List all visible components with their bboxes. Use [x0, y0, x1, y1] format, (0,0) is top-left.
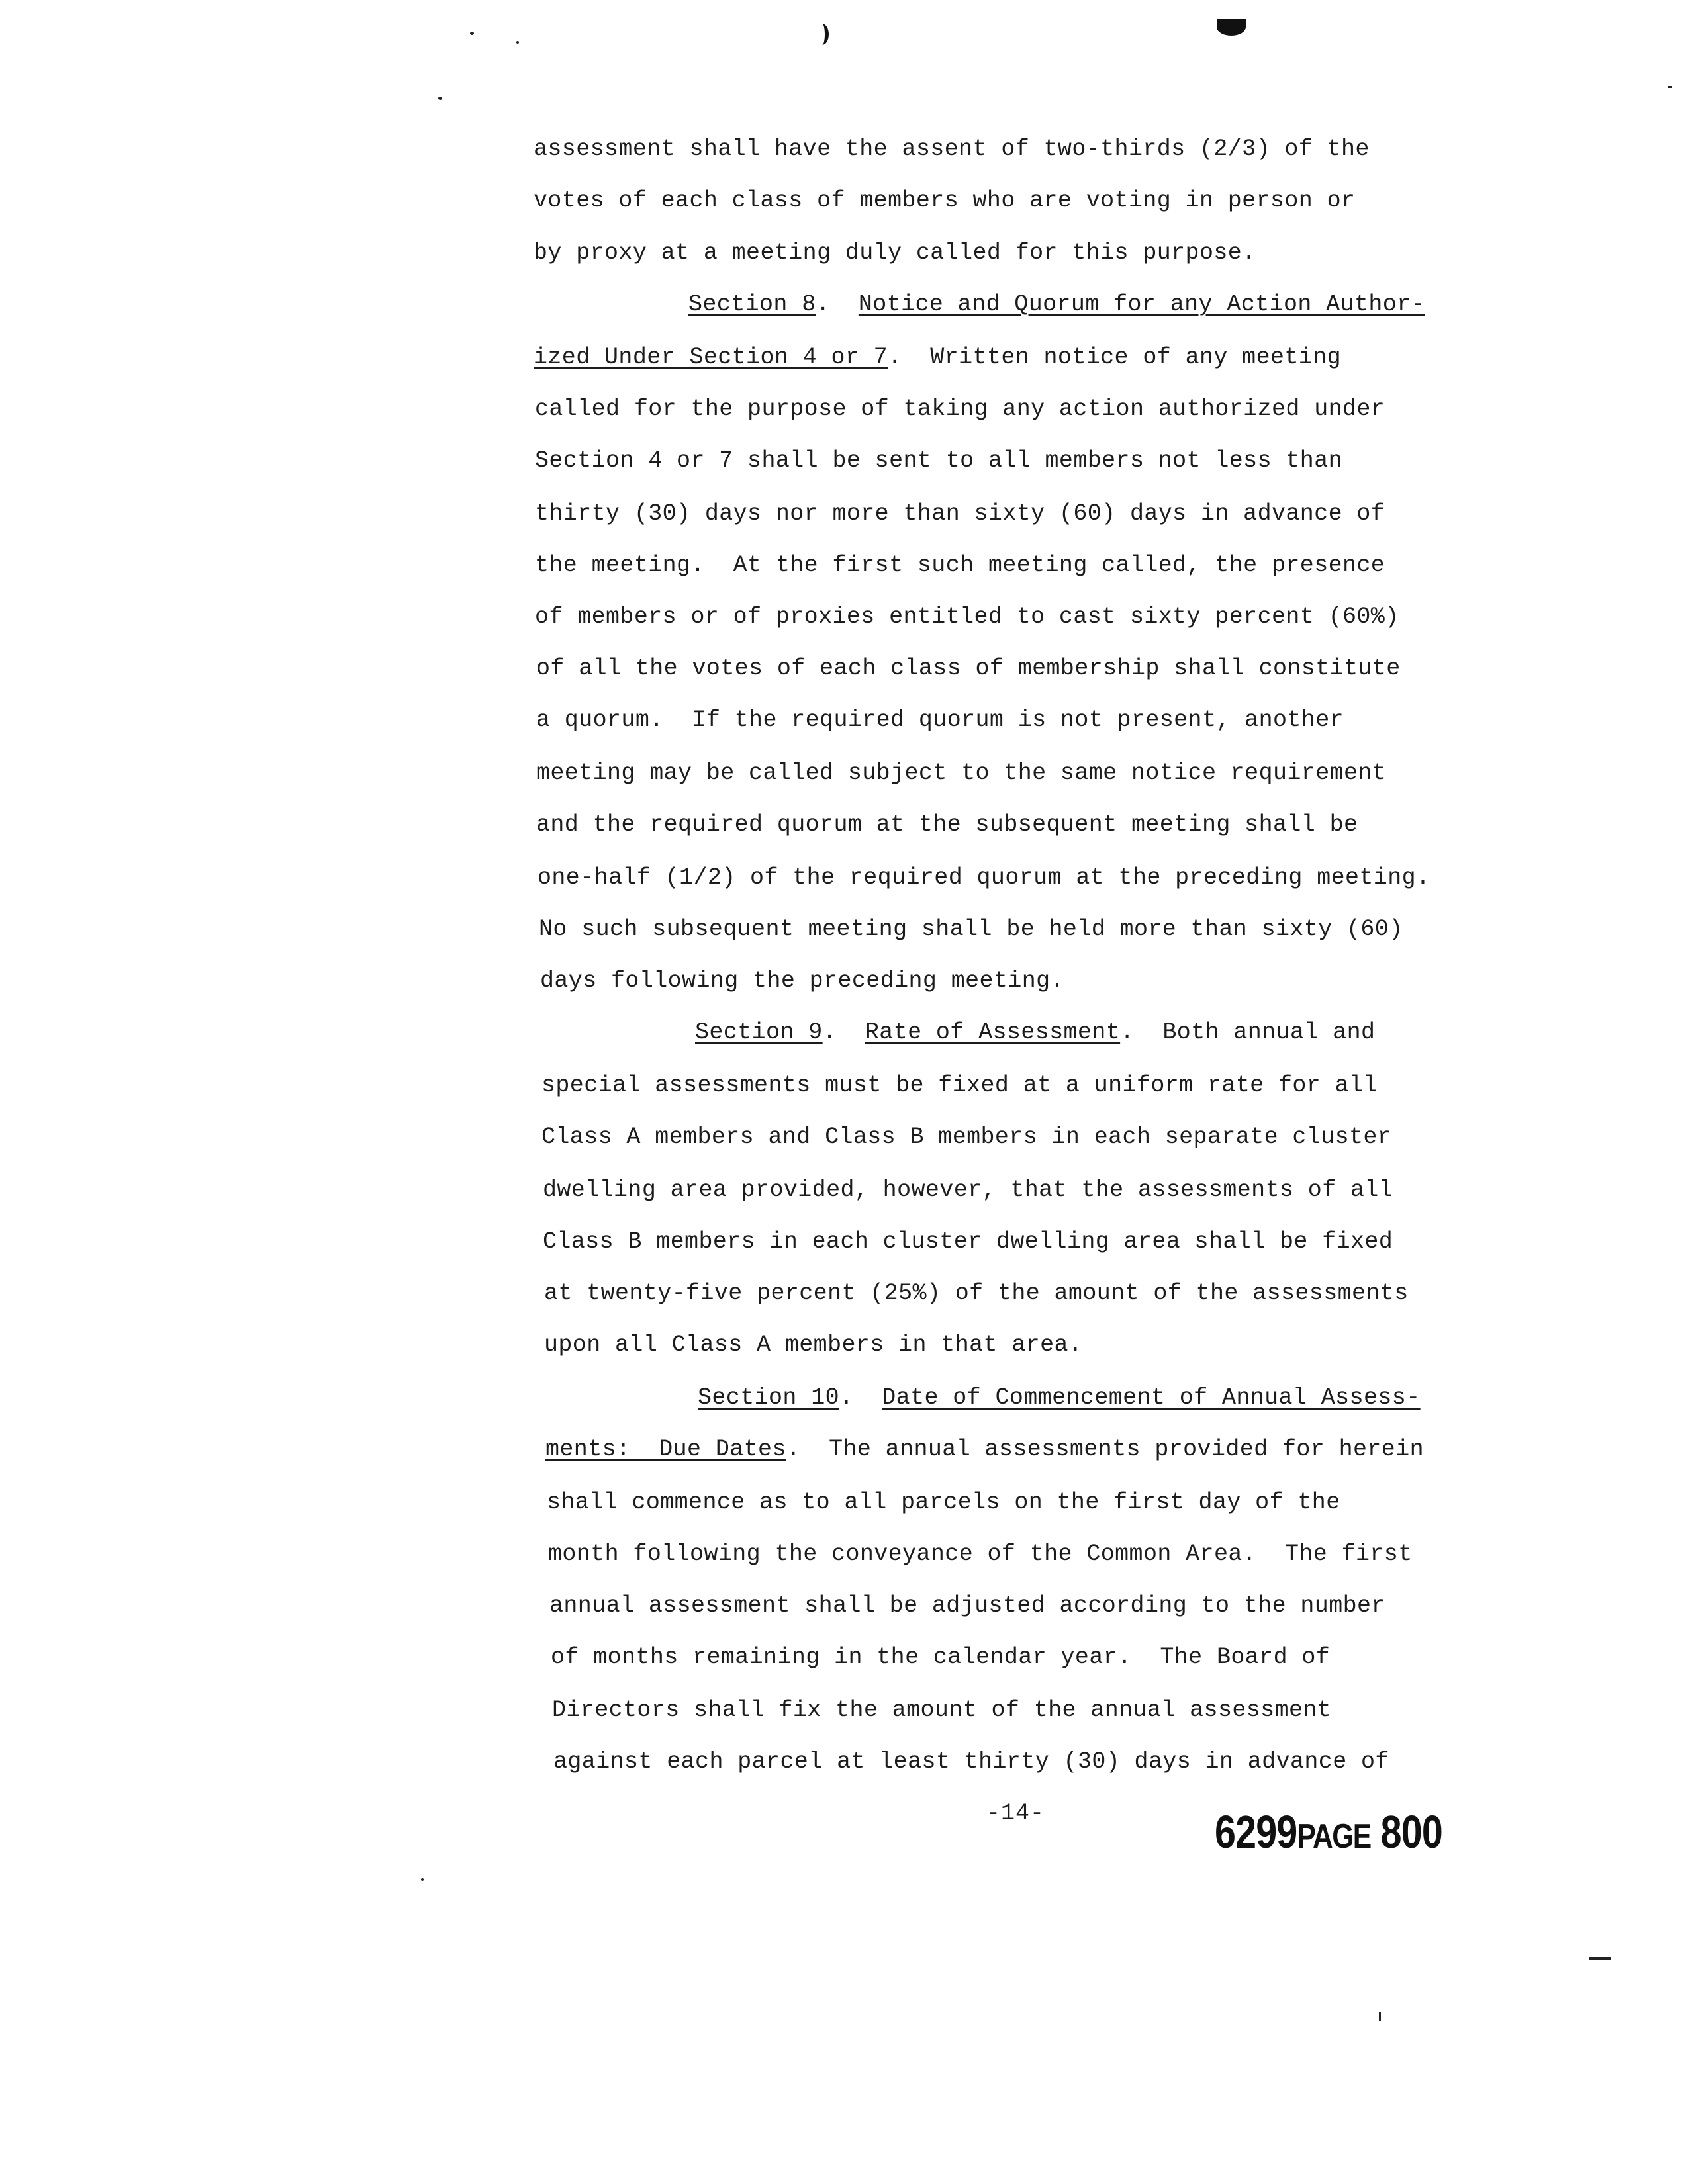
body-line: annual assessment shall be adjusted according to the number: [549, 1592, 1385, 1619]
section-heading: Notice and Quorum for any Action Author-: [858, 291, 1425, 318]
section-heading: ized Under Section 4 or 7: [534, 344, 888, 371]
body-line: Class A members and Class B members in each separate cluster: [541, 1124, 1392, 1150]
body-line: of months remaining in the calendar year. The Board of: [551, 1644, 1331, 1670]
scan-mark-top-left-2: [516, 41, 519, 44]
scan-mark-top-left: [470, 32, 474, 35]
body-text: . Both annual and: [1120, 1019, 1376, 1046]
body-text: . Written notice of any meeting: [888, 344, 1342, 371]
body-line: days following the preceding meeting.: [540, 968, 1064, 994]
body-line: [545, 1436, 1424, 1463]
body-line: [698, 1385, 1421, 1411]
section-heading: Section 8: [688, 291, 816, 318]
body-line: at twenty-five percent (25%) of the amount of the assessments: [544, 1280, 1409, 1306]
body-line: called for the purpose of taking any action authorized under: [535, 396, 1385, 422]
body-line: the meeting. At the first such meeting called, the presence: [535, 552, 1385, 578]
scan-mark-bottom: [1379, 2012, 1381, 2021]
body-line: [534, 344, 1341, 371]
body-line: Directors shall fix the amount of the annual assessment: [552, 1697, 1332, 1723]
section-heading: Date of Commencement of Annual Assess-: [882, 1385, 1421, 1411]
body-line: and the required quorum at the subsequent meeting shall be: [536, 811, 1358, 838]
body-line: Class B members in each cluster dwelling area shall be fixed: [543, 1228, 1393, 1255]
scan-mark-top-hook: [816, 24, 829, 45]
body-line: assessment shall have the assent of two-thirds (2/3) of the: [534, 136, 1370, 162]
page-number: -14-: [986, 1800, 1045, 1827]
body-line: of all the votes of each class of membership shall constitute: [536, 655, 1401, 682]
stamp-page-spacer: [1371, 1806, 1381, 1858]
section-heading: Section 9: [695, 1019, 823, 1046]
body-line: by proxy at a meeting duly called for this purpose.: [534, 240, 1256, 266]
stamp-page-word: PAGE: [1297, 1817, 1371, 1856]
body-line: of members or of proxies entitled to cast sixty percent (60%): [535, 604, 1399, 630]
body-line: votes of each class of members who are voting in person or: [534, 187, 1356, 214]
body-text: .: [839, 1385, 882, 1411]
body-line: dwelling area provided, however, that the assessments of all: [543, 1177, 1393, 1203]
body-text: .: [816, 291, 859, 318]
body-line: one-half (1/2) of the required quorum at the preceding meeting.: [538, 864, 1430, 891]
body-line: [695, 1019, 1375, 1046]
section-heading: ments: Due Dates: [545, 1436, 786, 1463]
scan-mark-right: [1668, 86, 1672, 88]
body-line: [688, 291, 1425, 318]
body-line: Section 4 or 7 shall be sent to all members not less than: [535, 447, 1342, 474]
scan-mark-left: [438, 97, 442, 100]
body-line: a quorum. If the required quorum is not present, another: [536, 707, 1344, 733]
section-heading: Section 10: [698, 1385, 840, 1411]
body-line: shall commence as to all parcels on the first day of the: [547, 1489, 1340, 1516]
scan-mark-bottom-right: [1589, 1957, 1611, 1960]
body-line: against each parcel at least thirty (30) days in advance of: [553, 1749, 1389, 1775]
body-line: special assessments must be fixed at a uniform rate for all: [541, 1072, 1378, 1099]
body-line: thirty (30) days nor more than sixty (60) days in advance of: [535, 500, 1385, 527]
body-line: month following the conveyance of the Common Area. The first: [548, 1541, 1413, 1567]
scan-mark-top-blob: [1217, 19, 1246, 36]
recording-stamp: [1215, 1805, 1442, 1863]
section-heading: Rate of Assessment: [865, 1019, 1121, 1046]
body-text: .: [822, 1019, 865, 1046]
scan-mark-bottom-left: [421, 1878, 424, 1881]
body-line: meeting may be called subject to the same notice requirement: [536, 760, 1387, 786]
body-text: . The annual assessments provided for herein: [786, 1436, 1425, 1463]
body-line: upon all Class A members in that area.: [544, 1332, 1083, 1358]
stamp-book-number: 6299: [1215, 1806, 1297, 1858]
body-line: No such subsequent meeting shall be held more than sixty (60): [539, 916, 1403, 942]
stamp-page-number: 800: [1380, 1806, 1442, 1858]
